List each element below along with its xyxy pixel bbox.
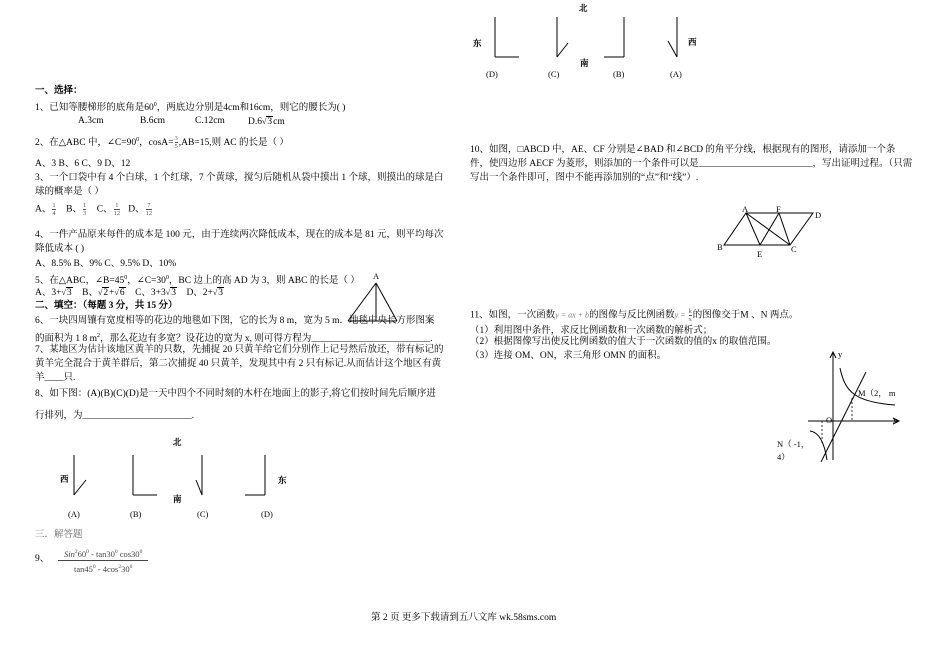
question-5: 5、在△ABC，$\angle B=45^0$，$\angle C=30^0$，BC 边上的高 AD 为 3，则 ABC 的长是（ ） xyxy=(35,275,360,287)
q4-options: A、8.5% B、9% C、9.5% D、10% xyxy=(35,259,177,269)
question-7-line2: 黄羊完全混合于黄羊群后，第二次捕捉 40 只黄羊，发现其中有 2 只有标记.从而估计这个地区有黄 xyxy=(35,359,442,369)
q10-label-e: E xyxy=(757,249,763,259)
question-9-fraction: $Sin^260^0 - \tan 30^0$ $\cos 30^0$ $\tan 45^0 - 4\cos^230^0$ xyxy=(58,547,148,575)
q1-opt-a: A.3cm xyxy=(78,116,104,126)
question-7-line3: 羊____只. xyxy=(35,373,76,383)
south-label: 南 xyxy=(580,58,589,68)
section-fill-title: 二、填空：（每题 3 分，共 15 分） xyxy=(35,301,178,311)
question-7-line1: 7、某地区为估计该地区黄羊的只数，先捕捉 20 只黄羊给它们分别作上记号然后放还，带有标记的 xyxy=(35,345,444,355)
question-11-sub1: （1）利用图中条件，求反比例函数和一次函数的解析式； xyxy=(470,326,713,336)
question-11-sub3: （3）连接 OM、ON，求三角形 OMN 的面积。 xyxy=(470,351,667,361)
q1-opt-c: C.12cm xyxy=(195,116,225,126)
q2-options: A、3 B、6 C、9 D、12 xyxy=(35,159,131,169)
bottom-label-b: (B) xyxy=(130,509,142,519)
q11-y-axis-label: y xyxy=(838,349,843,359)
question-11-sub2: （2）根据图像写出使反比例函数的值大于一次函数的值的x 的取值范围。 xyxy=(470,337,777,347)
question-10-line1: 10、如图，□ABCD 中，AE、CF 分别是∠BAD 和∠BCD 的角平分线，根据现有的图形，请添加一个条 xyxy=(470,145,896,155)
bottom-label-c: (C) xyxy=(197,509,209,519)
q10-label-d: D xyxy=(815,210,822,220)
question-10-line2: 件，使四边形 AECF 为菱形，则添加的一个条件可以是________________________，写出证明过程。（只需 xyxy=(470,159,913,169)
q10-label-f: F xyxy=(776,204,781,214)
q11-point-n-label: N（ -1， xyxy=(777,439,810,449)
east-label: 东 xyxy=(473,38,482,48)
question-8-line1: 8、如下图：(A)(B)(C)(D)是一天中四个不同时刻的木杆在地面上的影子,将它们按时间先后顺序进 xyxy=(35,389,436,399)
bottom-east-label: 东 xyxy=(278,475,287,485)
q3-options: A、 $\frac{1}{4}$ B、 $\frac{1}{3}$ C、 $\frac{1}{12}$ D、 $\frac{7}{12}$ xyxy=(35,202,153,217)
bottom-label-a: (A) xyxy=(68,509,80,519)
question-3-line1: 3、一个口袋中有 4 个白球，1 个红球，7 个黄球，搅匀后随机从袋中摸出 1 个球，则摸出的球是白 xyxy=(35,173,444,183)
question-4-line2: 降低成本 ( ) xyxy=(35,244,85,254)
question-2: 2、在△ABC 中，$\angle C=90^0$，cosA= $\frac{3}{5}$ ,AB=15,则 AC 的长是（ ） xyxy=(35,135,289,151)
question-8-line2: 行排列，为_______________________. xyxy=(35,411,195,421)
q11-point-m-label: M（2， m xyxy=(858,388,896,398)
bottom-west-label: 西 xyxy=(60,474,69,484)
q1-opt-b: B.6cm xyxy=(140,116,166,126)
top-label-c: (C) xyxy=(548,69,560,79)
question-10-line3: 写出一个条件即可，图中不能再添加别的“点”和“线”）. xyxy=(470,173,699,183)
q10-label-b: B xyxy=(717,242,723,252)
bottom-south-label: 南 xyxy=(173,494,182,504)
q5-options: A、3+√3 B、√2+√6 C、3+3√3 D、2+√3 xyxy=(35,288,224,298)
section-solve-title: 三．解答题 xyxy=(35,530,83,540)
top-label-d: (D) xyxy=(486,69,498,79)
top-label-a: (A) xyxy=(670,69,682,79)
question-3-line2: 球的概率是（ ） xyxy=(35,187,104,197)
q10-label-c: C xyxy=(791,244,797,254)
bottom-north-label: 北 xyxy=(173,437,182,447)
q11-x-axis-label: x xyxy=(893,415,898,425)
q11-point-n-label-2: 4） xyxy=(777,452,790,462)
section-choice-title: 一、选择： xyxy=(35,86,83,96)
question-1: 1、已知等腰梯形的底角是$60^0$，两底边分别是4cm和16cm，则它的腰长为( ) xyxy=(35,102,346,114)
question-6-line2: 的面积为 1 8 $m^2$，那么花边有多宽？设花边的宽为 x, 则可得方程为_________________________. xyxy=(35,333,433,345)
q5-figure-label-a: A xyxy=(373,271,380,281)
question-9-number: 9、 xyxy=(35,554,50,564)
top-label-b: (B) xyxy=(613,69,625,79)
q1-opt-d: D.6√3cm xyxy=(248,117,285,127)
west-label: 西 xyxy=(688,37,697,47)
bottom-label-d: (D) xyxy=(261,509,273,519)
q11-origin-label: O xyxy=(826,415,833,425)
north-label: 北 xyxy=(579,3,588,13)
question-4-line1: 4、一件产品原来每件的成本是 100 元，由于连续两次降低成本，现在的成本是 81 元，则平均每次 xyxy=(35,230,444,240)
q10-label-a: A xyxy=(742,204,749,214)
page-footer: 第 2 页 更多下载请到五八文库 wk.58sms.com xyxy=(371,613,557,623)
question-11-line1: 11、如图，一次函数y = ax + b的图像与反比例函数y = $\frac{k}{x}$ 的图像交于M 、N 两点。 xyxy=(470,308,799,323)
question-6-line1: 6、一块四周镶有宽度相等的花边的地毯如下图，它的长为 8 m，宽为 5 m．地毯中央长方形图案 xyxy=(35,316,435,326)
